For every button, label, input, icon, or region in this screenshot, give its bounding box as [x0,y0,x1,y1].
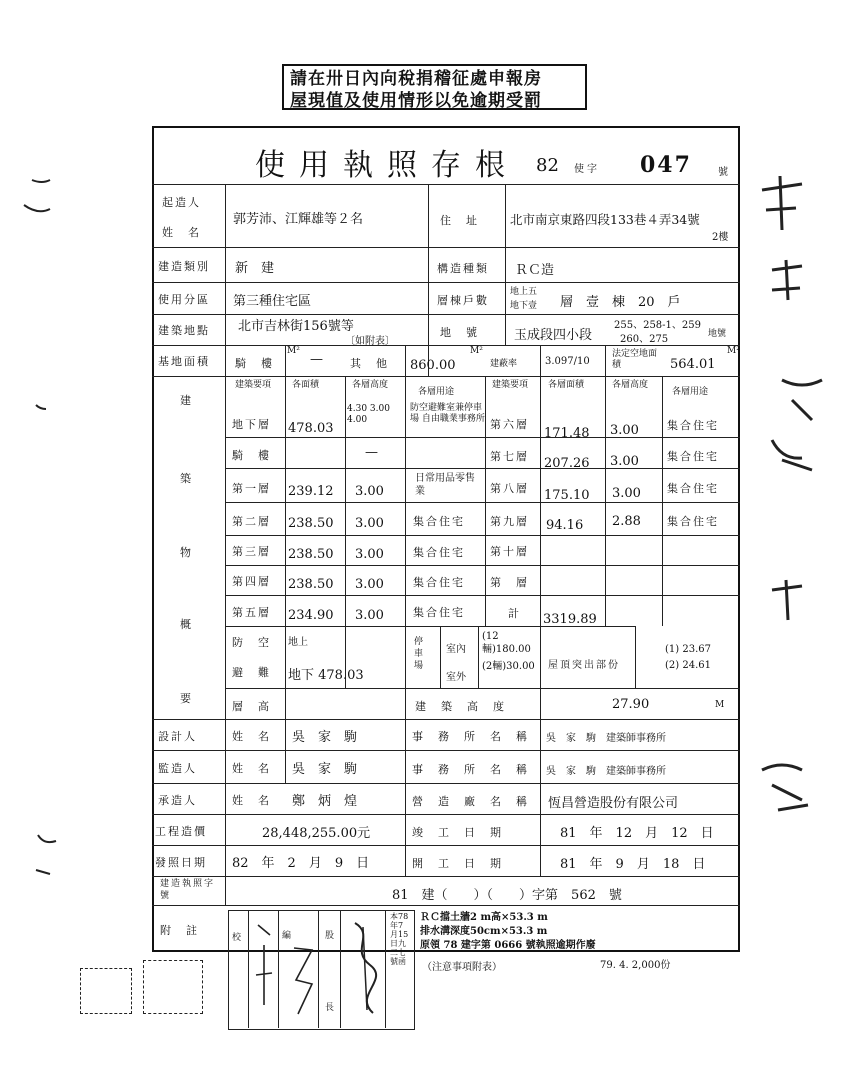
f8-height: 3.00 [612,486,641,501]
floors-above: 地上五 [510,287,538,297]
row-f6: 第六層 [490,418,529,431]
label-person-name: 姓 名 [232,730,271,743]
rule [152,905,740,906]
contractor-name: 鄭 炳 煌 [292,794,358,809]
rule [152,845,740,846]
label-shelter-a: 防 空 [232,636,271,649]
remark-2: 排水溝深度50cm×53.3 m [420,926,548,937]
other-area: 860.00 [410,358,456,373]
label-office: 事 務 所 名 稱 [412,730,529,743]
f1-use: 日常用品零售業 [415,473,475,497]
f6-height: 3.00 [610,423,639,438]
label-contractor: 承造人 [158,794,197,807]
rule [318,910,319,1028]
f5-use: 集合住宅 [413,606,465,619]
unit: M² [287,346,300,356]
label-designer: 設計人 [158,730,197,743]
zoning-value: 第三種住宅區 [233,294,312,309]
builder-address-floor: 2樓 [712,232,729,243]
structure-value: ＲＣ造 [515,263,555,278]
rule [635,626,636,688]
builder-address: 北市南京東路四段133巷４弄34號 [510,212,700,227]
rule [485,376,486,626]
f7-use: 集合住宅 [667,450,719,463]
rule [152,750,740,751]
row-f10: 第十層 [490,545,529,558]
permit-year: 82 [536,155,559,176]
label-indoor: 室內 [446,644,466,655]
label-floors-units: 層棟戶數 [437,294,489,307]
row-f3: 第三層 [232,545,271,558]
row-f9: 第九層 [490,515,529,528]
summary-char-4: 概 [180,618,193,631]
label-completion: 竣 工 日 期 [412,826,503,839]
f6-use: 集合住宅 [667,419,719,432]
label-outdoor: 室外 [446,672,466,683]
scan-margin-marks [20,170,60,1070]
f2-use: 集合住宅 [413,515,465,528]
cost-value: 28,448,255.00元 [262,826,371,841]
rule [225,688,740,689]
remark-1: ＲＣ擋土牆2 m高×53.3 m [420,912,548,923]
lot-suffix: 地號 [708,329,727,339]
label-builder: 起造人 [162,196,201,209]
lot-no-value: 玉成段四小段 [514,328,593,343]
basement-height: 4.30 3.00 4.00 [347,404,390,425]
unit: M² [470,346,483,356]
rule [152,282,740,283]
summary-char-3: 物 [180,546,193,559]
lot-no-value3: 260、275 [620,334,669,345]
designer-office: 吳 家 駒 建築師事務所 [546,733,666,744]
row-f7: 第七層 [490,450,529,463]
signature-mark [345,915,383,1020]
floors-count: 層 壹 棟 20 戶 [560,295,681,310]
label-roof-proj: 屋頂突出部份 [548,660,620,671]
row-f8: 第八層 [490,482,529,495]
rule [405,345,406,876]
col-header-area: 各面積 [292,380,320,390]
rule [152,814,740,815]
f4-area: 238.50 [288,577,334,592]
build-type-value: 新 建 [235,261,275,276]
label-cost: 工程造價 [155,825,207,838]
stamp-col2: 編 [282,931,292,941]
summary-char-5: 要 [180,692,193,705]
rule [152,184,740,185]
roof-1: (1) 23.67 [665,644,711,655]
stamp-col4: 長 [325,1003,335,1013]
f9-area: 94.16 [546,518,584,533]
label-person-name: 姓 名 [232,762,271,775]
label-base-area: 基地面積 [158,355,210,368]
legal-open-area: 564.01 [670,357,716,372]
supervisor-name: 吳 家 駒 [292,762,358,777]
form-title: 使用執照存根 [255,148,519,183]
label-parking: 停車場 [414,637,424,671]
summary-char-2: 築 [180,472,193,485]
shelter-above: 地上 [288,637,308,648]
rule [225,184,226,905]
row-basement: 地下層 [232,418,271,431]
row-fx: 第 層 [490,576,529,589]
label-supervisor: 監造人 [158,762,197,775]
roof-2: (2) 24.61 [665,660,711,671]
completion-date: 81 年 12 月 12 日 [560,826,714,841]
col-header-item2: 建築要項 [492,380,529,390]
rule [285,345,286,783]
f5-height: 3.00 [355,608,384,623]
outdoor-parking: (2輛)30.00 [482,661,535,672]
rule [152,783,740,784]
f1-area: 239.12 [288,484,334,499]
tax-notice-line2: 屋現值及使用情形以免逾期受罰 [290,91,542,111]
f7-area: 207.26 [544,456,590,471]
label-office: 事 務 所 名 稱 [412,763,529,776]
permit-word: 使字 [574,164,600,175]
contractor-firm: 恆昌營造股份有限公司 [548,796,679,811]
rule [428,184,429,376]
issue-date: 82 年 2 月 9 日 [232,856,370,871]
f3-height: 3.00 [355,547,384,562]
signature-mark [252,915,276,1020]
supervisor-office: 吳 家 駒 建築師事務所 [546,766,666,777]
label-shelter-b: 避 難 [232,666,271,679]
tax-notice-line1: 請在卅日內向稅捐稽征處申報房 [290,69,542,89]
col-header-area2: 各層面積 [548,380,585,390]
f6-area: 171.48 [544,426,590,441]
col-header-use: 各層用途 [418,387,455,397]
row-arcade: 騎 樓 [232,449,271,462]
rule [152,345,740,346]
lot-no-value2: 255、258-1、259 [614,320,702,331]
stamp-col1: 校 [232,933,242,943]
permit-value: 81 建（ ）（ ）字第 562 號 [392,888,622,903]
label-issue-date: 發照日期 [155,856,207,869]
label-site: 建築地點 [158,324,210,337]
f1-height: 3.00 [355,484,384,499]
label-build-type: 建造類別 [158,260,210,273]
label-firm: 營 造 廠 名 稱 [412,795,529,808]
rule [152,876,740,877]
permit-number: 047 [640,152,692,178]
row-total: 計 [508,607,521,620]
arcade-area: — [310,352,323,367]
site-value: 北市吉林街156號等 [238,319,354,334]
rule [662,376,663,626]
label-permit-no: 建造執照字號 [160,879,216,901]
row-f2: 第二層 [232,515,271,528]
col-header-item: 建築要項 [235,380,272,390]
coverage-ratio: 3.097/10 [545,356,590,367]
rule [278,910,279,1028]
row-f4: 第四層 [232,575,271,588]
f9-use: 集合住宅 [667,515,719,528]
site-note: 〔如附表〕 [345,336,395,347]
f3-area: 238.50 [288,547,334,562]
arcade-height: — [365,445,378,460]
label-floor-height: 層 高 [232,700,271,713]
f3-use: 集合住宅 [413,546,465,559]
basement-area: 478.03 [288,421,334,436]
label-address: 住 址 [440,214,479,227]
designer-name: 吳 家 駒 [292,730,358,745]
rule [345,376,346,688]
basement-use: 防空避難室兼停車場 自由職業事務所 [410,403,485,424]
margin-stamp [80,968,132,1014]
rule [152,247,740,248]
rule [505,184,506,345]
label-legal-open: 法定空地面積 [612,349,658,370]
label-arcade: 騎 樓 [235,357,274,370]
col-header-height: 各層高度 [352,380,389,390]
rule [478,626,479,688]
label-builder-name: 姓 名 [162,226,201,239]
unit: M [715,700,725,710]
label-zoning: 使用分區 [158,293,210,306]
f5-area: 234.90 [288,608,334,623]
summary-char-1: 建 [180,394,193,407]
f9-height: 2.88 [612,514,641,529]
label-remarks: 附 註 [160,924,199,937]
building-height: 27.90 [612,697,650,712]
signature-mark [290,940,316,1020]
f2-area: 238.50 [288,516,334,531]
label-start: 開 工 日 期 [412,857,503,870]
rule [385,910,386,1028]
indoor-parking: (12輛)180.00 [482,631,531,655]
start-date: 81 年 9 月 18 日 [560,857,706,872]
f4-use: 集合住宅 [413,576,465,589]
rule [340,910,341,1028]
edge-handwriting [742,170,852,830]
rule [152,719,740,720]
permit-suffix: 號 [718,167,728,178]
f8-area: 175.10 [544,488,590,503]
label-coverage: 建蔽率 [490,359,518,369]
label-building-height: 建 築 高 度 [415,700,506,713]
rule [605,345,606,626]
label-person-name: 姓 名 [232,794,271,807]
margin-stamp [143,960,203,1014]
col-header-height2: 各層高度 [612,380,649,390]
stamp-col3: 股 [325,931,335,941]
rule [540,345,541,876]
rule [440,626,441,688]
rule [152,376,740,377]
label-other: 其 他 [350,357,389,370]
col-header-use2: 各層用途 [672,387,709,397]
builder-names: 郭芳沛、江輝雄等２名 [233,212,364,227]
f8-use: 集合住宅 [667,482,719,495]
row-f1: 第一層 [232,482,271,495]
f7-height: 3.00 [610,454,639,469]
remark-3: 原領 78 建字第 0666 號執照逾期作廢 [420,940,596,951]
f4-height: 3.00 [355,577,384,592]
remarks-note: （注意事項附表） [422,962,502,973]
shelter-below: 地下 478.03 [288,668,364,683]
form-code: 79. 4. 2,000份 [600,960,671,971]
unit: M² [727,346,740,356]
label-structure: 構造種類 [437,262,489,275]
floors-below: 地下壹 [510,301,538,311]
tax-notice-stamp [282,64,587,110]
label-lot-no: 地 號 [440,326,479,339]
row-f5: 第五層 [232,606,271,619]
rule [248,910,249,1028]
f2-height: 3.00 [355,516,384,531]
stamp-label: 本78年7月15日九二七號函 [390,912,409,966]
total-area: 3319.89 [543,612,597,627]
